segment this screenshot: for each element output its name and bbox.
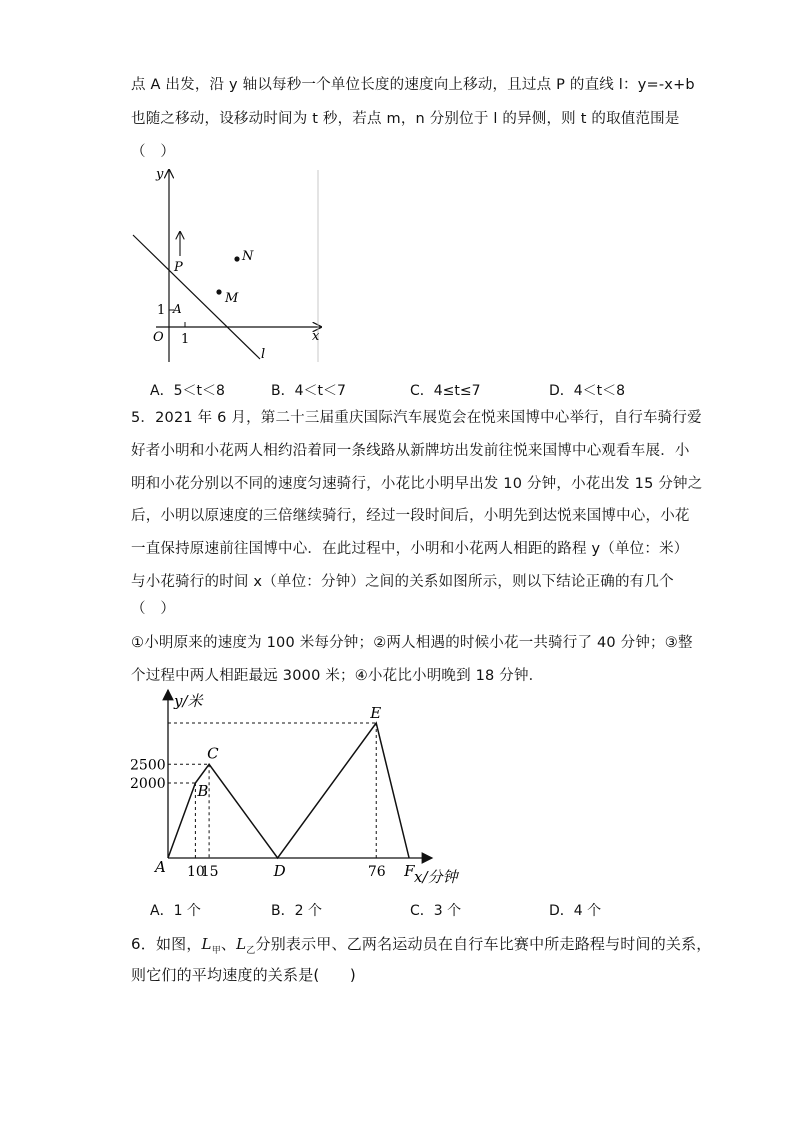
- q4-n-label: N: [242, 249, 254, 264]
- q4-point-n: [234, 256, 239, 261]
- q4-y-label: y: [156, 167, 164, 182]
- q5-point-label-c: C: [207, 744, 219, 763]
- q5-option-c[interactable]: C．3 个: [410, 903, 462, 919]
- q5-text-line-1: 5．2021 年 6 月，第二十三届重庆国际汽车展览会在悦来国博中心举行，自行车骑行爱: [131, 410, 702, 426]
- q5-point-label-f: F: [404, 862, 415, 880]
- q4-l-label: l: [261, 347, 266, 362]
- q5-x-tick-76: 76: [367, 864, 386, 880]
- q5-text-line-6: 与小花骑行的时间 x（单位：分钟）之间的关系如图所示，则以下结论正确的有几个: [131, 574, 674, 590]
- q5-text-line-3: 明和小花分别以不同的速度匀速骑行，小花比小明早出发 10 分钟，小花出发 15 分钟之: [131, 476, 703, 492]
- q5-point-label-e: E: [370, 704, 382, 722]
- q5-y-axis-label: y/米: [174, 692, 203, 710]
- q5-distance-time-chart: [130, 684, 460, 890]
- q4-origin-label: O: [153, 330, 164, 345]
- q4-coordinate-figure: [128, 162, 328, 374]
- q5-option-a[interactable]: A．1 个: [150, 903, 201, 919]
- q4-m-label: M: [225, 291, 239, 306]
- q5-text-line-2: 好者小明和小花两人相约沿着同一条线路从新牌坊出发前往悦来国博中心观看车展．小: [131, 443, 690, 459]
- q4-option-a[interactable]: A．5＜t＜8: [150, 383, 225, 399]
- q4-x-one: 1: [181, 332, 190, 347]
- q5-y-tick-2500: 2500: [130, 757, 166, 774]
- q5-x-tick-15: 15: [200, 864, 219, 880]
- q4-text-line-2: 也随之移动，设移动时间为 t 秒，若点 m，n 分别位于 l 的异侧，则 t 的取值范围是: [131, 111, 680, 127]
- q4-a-label: A: [173, 302, 182, 316]
- q4-p-label: P: [174, 260, 183, 275]
- q4-text-line-1: 点 A 出发，沿 y 轴以每秒一个单位长度的速度向上移动，且过点 P 的直线 l：y=-x+b: [131, 77, 695, 93]
- q4-option-d[interactable]: D．4＜t＜8: [549, 383, 626, 399]
- q5-statements-line-2: 个过程中两人相距最远 3000 米；④小花比小明晚到 18 分钟．: [131, 668, 544, 684]
- q5-option-d[interactable]: D．4 个: [549, 903, 602, 919]
- q5-point-label-a: A: [155, 858, 166, 876]
- q4-option-c[interactable]: C．4≤t≤7: [410, 383, 481, 399]
- q4-x-label: x: [312, 329, 320, 344]
- q5-point-label-b: B: [197, 782, 209, 800]
- q5-text-line-4: 后，小明以原速度的三倍继续骑行，经过一段时间后，小明先到达悦来国博中心，小花: [131, 508, 690, 524]
- q6-text-line-2: 则它们的平均速度的关系是( ): [131, 966, 356, 984]
- q4-option-b[interactable]: B．4＜t＜7: [271, 383, 346, 399]
- q5-paren: （ ）: [131, 601, 176, 617]
- q5-point-label-d: D: [273, 862, 286, 880]
- q5-text-line-5: 一直保持原速前往国博中心．在此过程中，小明和小花两人相距的路程 y（单位：米）: [131, 541, 689, 557]
- q4-point-m: [216, 289, 221, 294]
- q4-paren: （ ）: [131, 144, 176, 160]
- q5-x-axis-label: x/分钟: [414, 868, 458, 886]
- q5-option-b[interactable]: B．2 个: [271, 903, 322, 919]
- q6-text-line-1: 6．如图，$L_甲$、$L_乙$分别表示甲、乙两名运动员在自行车比赛中所走路程与时间的关系，: [131, 935, 712, 956]
- q5-x-tick-10: 10: [187, 864, 205, 880]
- q5-y-tick-2000: 2000: [130, 776, 166, 792]
- q4-y-one: 1: [157, 303, 166, 318]
- q5-statements-line-1: ①小明原来的速度为 100 米每分钟；②两人相遇的时候小花一共骑行了 40 分钟；③整: [131, 635, 693, 651]
